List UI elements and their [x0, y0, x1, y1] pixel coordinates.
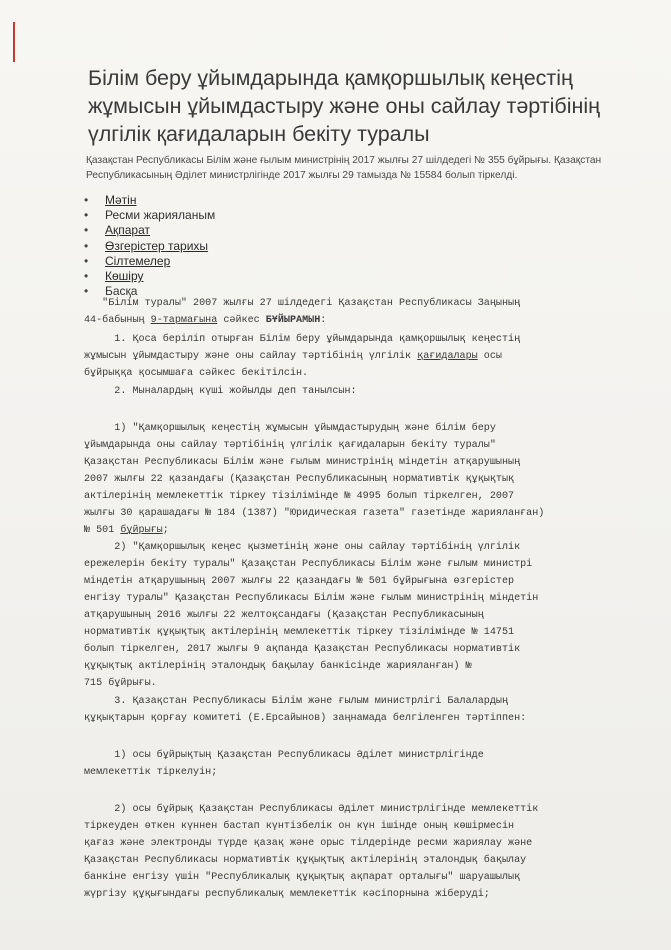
body-line: 44-бабының 9-тармағына сәйкес БҰЙЫРАМЫН: — [84, 315, 327, 326]
body-line: бұйрыққа қосымшаға сәйкес бекітілсін. — [84, 368, 309, 379]
body-line: міндетін атқарушының 2007 жылғы 22 қазандағы № 501 бұйрығына өзгерістер — [84, 576, 515, 587]
body-line: құқықтық актілерінің эталондық бақылау банкісінде жарияланған) № — [84, 661, 472, 672]
body-line: атқарушының 2016 жылғы 22 желтоқсандағы (Қазақстан Республикасының — [84, 610, 484, 621]
order-link[interactable]: бұйрығы — [120, 525, 163, 536]
nav-item-references[interactable]: • Сілтемелер — [84, 254, 215, 269]
body-line: 3. Қазақстан Республикасы Білім және ғылым министрлігі Балалардың — [84, 696, 509, 707]
body-line: енгізу туралы" Қазақстан Республикасы Білім және ғылым министрінің міндетін — [84, 593, 539, 604]
body-line: 2) осы бұйрық Қазақстан Республикасы Әділет министрлігінде мемлекеттік — [84, 804, 539, 815]
red-margin-mark — [13, 22, 15, 62]
nav-item-text[interactable]: • Мәтін — [84, 193, 215, 208]
body-line: актілерінің мемлекеттік тіркеу тізілімінде № 4995 болып тіркелген, 2007 — [84, 491, 515, 502]
nav-item-official-publication[interactable]: • Ресми жарияланым — [84, 208, 215, 223]
nav-item-history[interactable]: • Өзгерістер тарихы — [84, 239, 215, 254]
body-line: құқықтарын қорғау комитеті (Е.Ерсайынов) заңнамада белгіленген тәртіппен: — [84, 713, 527, 724]
body-line: жүргізу құқығындағы республикалық мемлекеттік кәсіпорнына жіберуді; — [84, 889, 490, 900]
body-line: тіркеуден өткен күннен бастап күнтізбелік он күн ішінде оның көшірмесін — [84, 821, 515, 832]
body-line: банкіне енгізу үшін "Республикалық құқықтық ақпарат орталығы" шаруашылық — [84, 872, 521, 883]
body-line: 715 бұйрығы. — [84, 678, 157, 689]
nav-item-info[interactable]: • Ақпарат — [84, 223, 215, 238]
body-line: жұмысын ұйымдастыру және оны сайлау тәртібінің үлгілік қағидалары осы — [84, 351, 502, 362]
body-line: Қазақстан Республикасы нормативтік құқықтық актілерінің эталондық бақылау — [84, 855, 527, 866]
body-line: Қазақстан Республикасы Білім және ғылым министрінің міндетін атқарушының — [84, 457, 521, 468]
body-line: 2007 жылғы 22 қазандағы (Қазақстан Республикасының нормативтік құқықтық — [84, 474, 515, 485]
body-line: қағаз және электронды түрде қазақ және орыс тілдерінде ресми жариялау және — [84, 838, 533, 849]
body-line: "Білім туралы" 2007 жылғы 27 шілдедегі Қазақстан Республикасы Заңының — [84, 298, 521, 309]
document-title: Білім беру ұйымдарында қамқоршылық кеңестің жұмысын ұйымдастыру және оны сайлау тәртібінің үлгілік қағидаларын бекіту туралы — [88, 66, 601, 146]
rules-link[interactable]: қағидалары — [417, 351, 478, 362]
body-line: 1. Қоса беріліп отырған Білім беру ұйымдарында қамқоршылық кеңестің — [84, 334, 521, 345]
body-line: жылғы 30 қарашадағы № 184 (1387) "Юридическая газета" газетінде жарияланған) — [84, 508, 545, 519]
body-line: ұйымдарында оны сайлау тәртібінің үлгілік қағидаларын бекіту туралы" — [84, 440, 496, 451]
nav-item-other[interactable]: • Басқа — [84, 284, 215, 299]
body-line: 1) "Қамқоршылық кеңестің жұмысын ұйымдастырудың және білім беру — [84, 423, 496, 434]
body-line: мемлекеттік тіркелуін; — [84, 767, 218, 778]
body-line: 2. Мыналардың күші жойылды деп танылсын: — [84, 386, 357, 397]
document-meta: Қазақстан Республикасы Білім және ғылым министрінің 2017 жылғы 27 шілдедегі № 355 бұйрығы. Қазақстан Республикасының Әділет министрлігінде 2017 жылғы 29 тамызда № 15584 болып тіркелді. — [86, 155, 602, 181]
body-line: нормативтік құқықтық актілерінің мемлекеттік тіркеу тізілімінде № 14751 — [84, 627, 515, 638]
body-line: ережелерін бекіту туралы" Қазақстан Республикасы Білім және ғылым министрі — [84, 559, 533, 570]
body-line: 2) "Қамқоршылық кеңес қызметінің және оны сайлау тәртібінің үлгілік — [84, 542, 521, 553]
body-line: 1) осы бұйрықтың Қазақстан Республикасы Әділет министрлігінде — [84, 750, 484, 761]
nav-item-copy[interactable]: • Көшіру — [84, 269, 215, 284]
body-line: № 501 бұйрығы; — [84, 525, 169, 536]
body-line: болып тіркелген, 2017 жылғы 9 ақпанда Қазақстан Республикасы нормативтік — [84, 644, 521, 655]
article-link[interactable]: 9-тармағына — [150, 315, 218, 326]
document-nav — [84, 193, 215, 299]
